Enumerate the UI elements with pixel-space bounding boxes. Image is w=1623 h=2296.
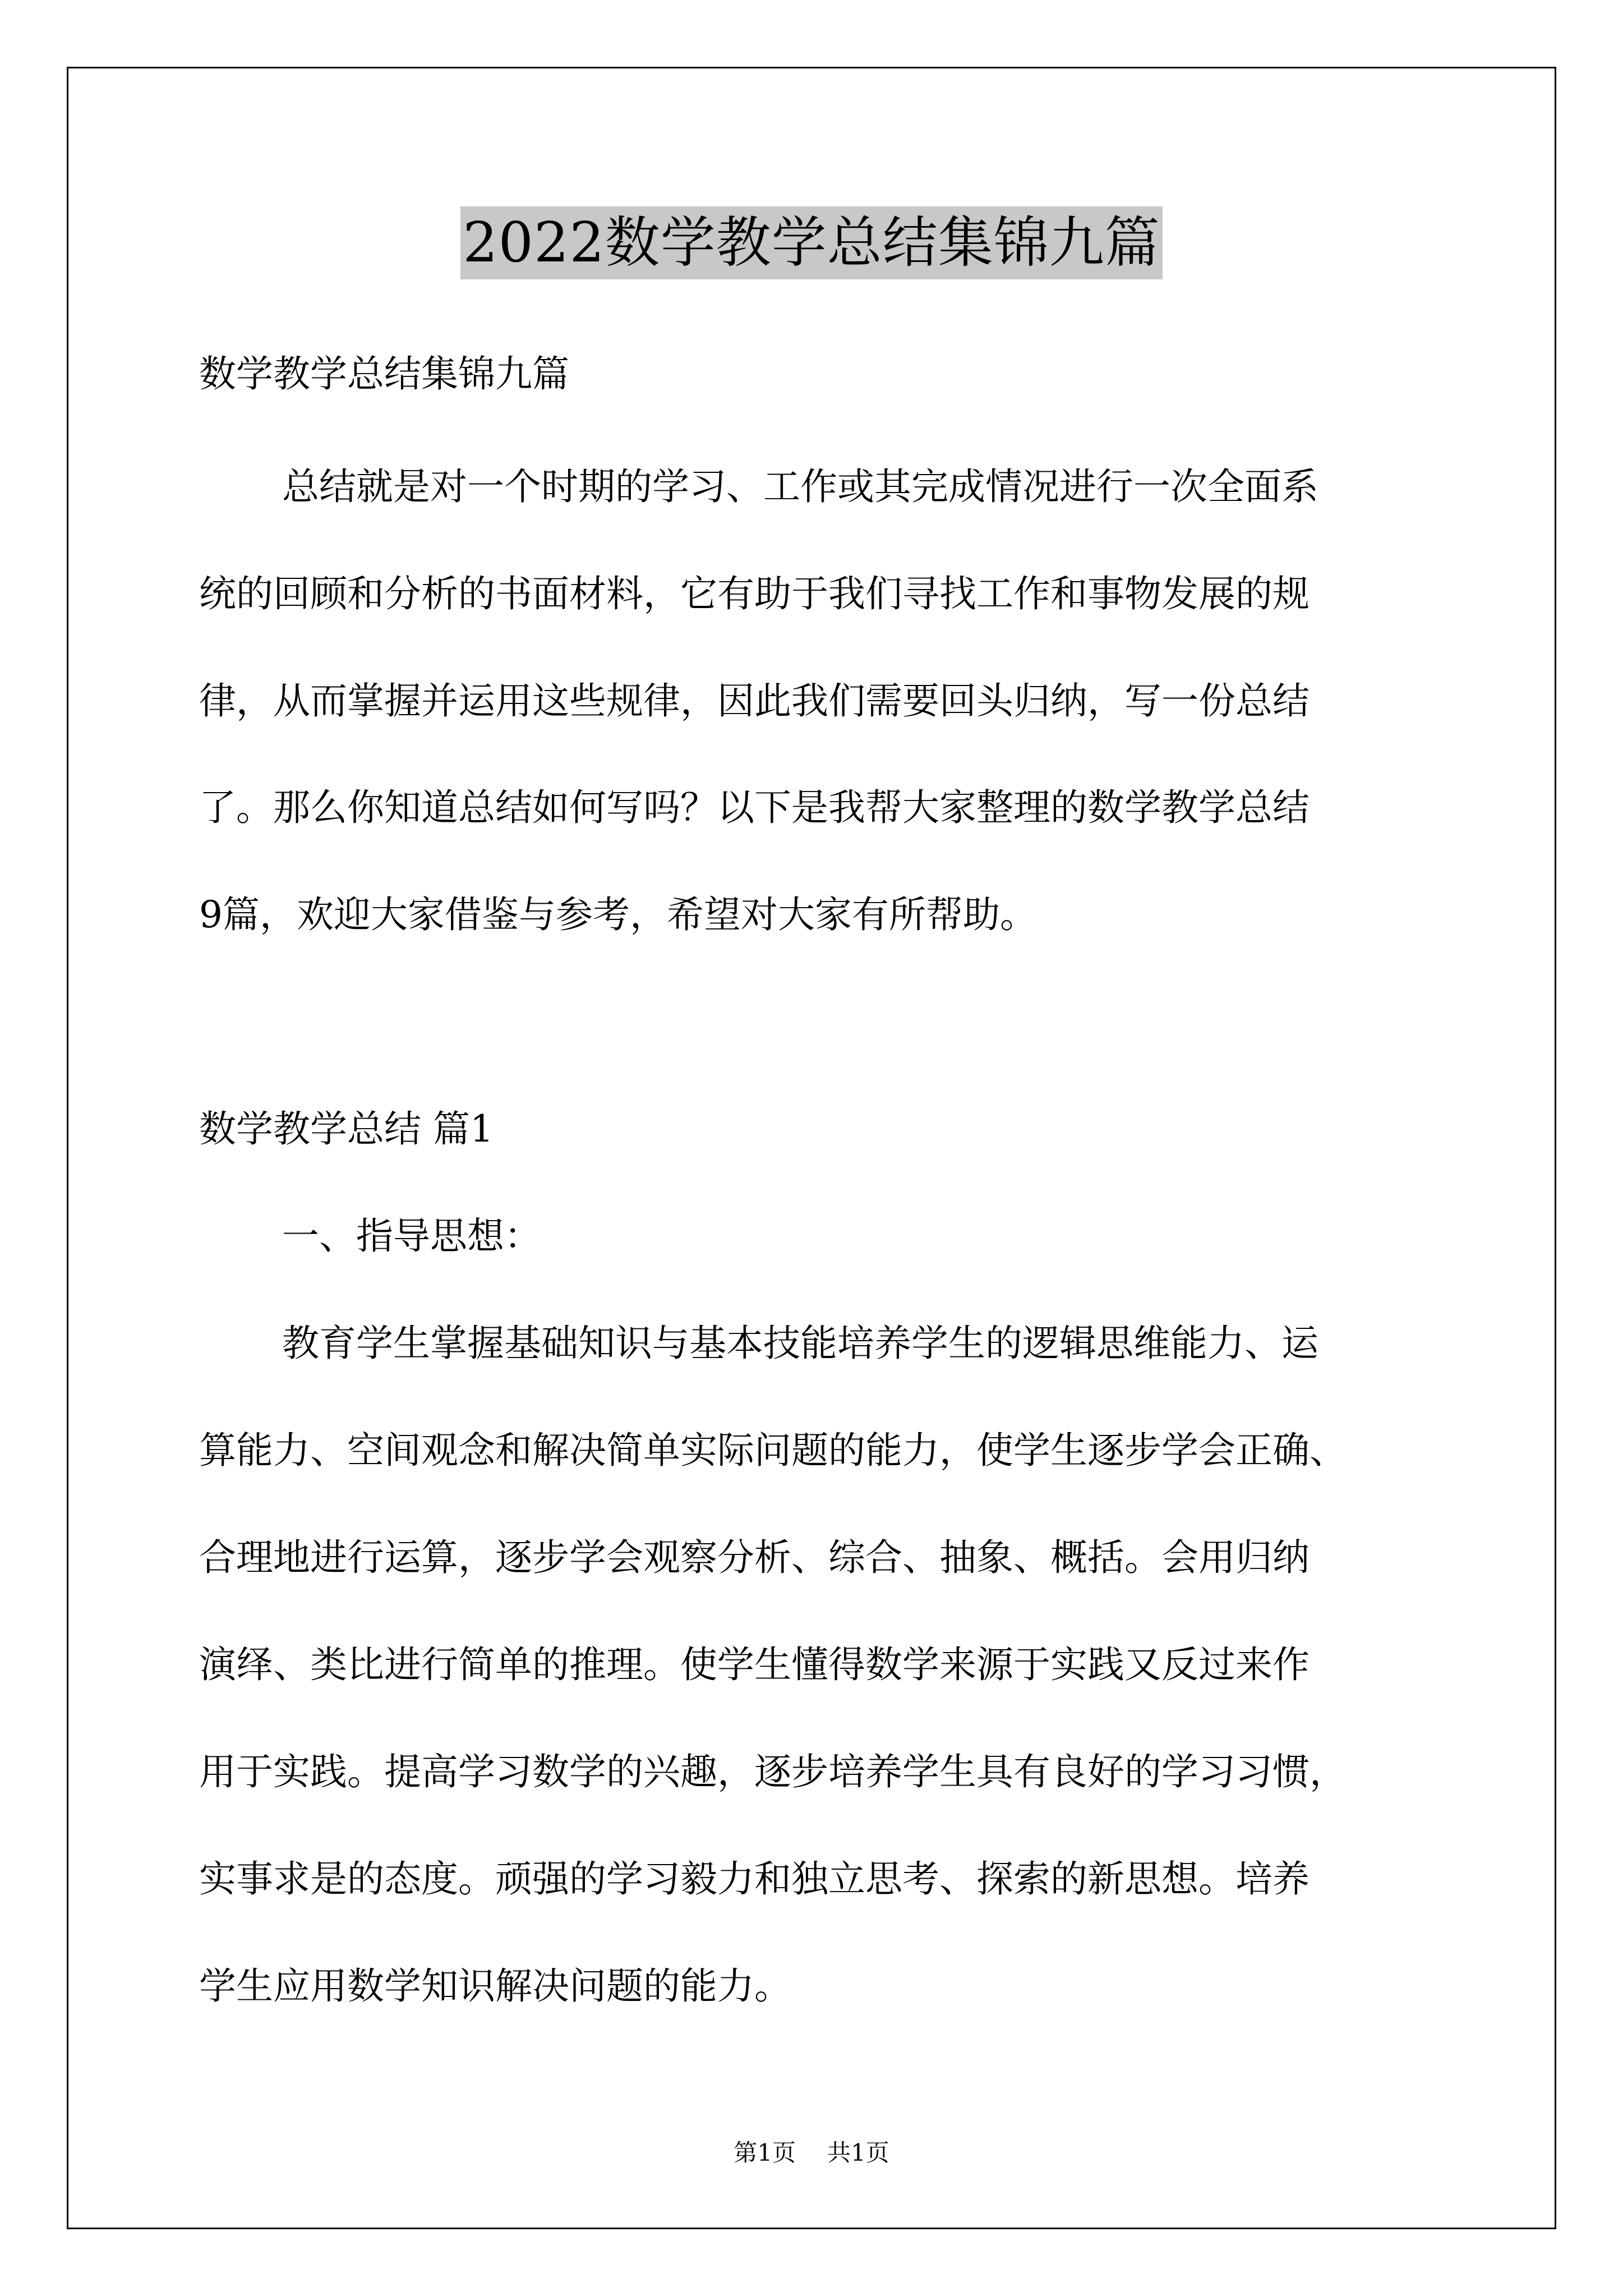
body-line: 合理地进行运算，逐步学会观察分析、综合、抽象、概括。会用归纳 bbox=[199, 1536, 1310, 1579]
body-line: 教育学生掌握基础知识与基本技能培养学生的逻辑思维能力、运 bbox=[282, 1322, 1318, 1365]
body-line: 学生应用数学知识解决问题的能力。 bbox=[199, 1964, 791, 2008]
body-line: 演绎、类比进行简单的推理。使学生懂得数学来源于实践又反过来作 bbox=[199, 1643, 1310, 1686]
intro-line: 律，从而掌握并运用这些规律，因此我们需要回头归纳，写一份总结 bbox=[199, 679, 1310, 723]
page-count: 共1页 bbox=[827, 2139, 889, 2166]
page-number: 第1页 bbox=[734, 2139, 796, 2166]
subheading: 一、指导思想： bbox=[282, 1214, 541, 1258]
page-footer bbox=[0, 2139, 1623, 2167]
body-line: 实事求是的态度。顽强的学习毅力和独立思考、探索的新思想。培养 bbox=[199, 1857, 1310, 1901]
body-line: 算能力、空间观念和解决简单实际问题的能力，使学生逐步学会正确、 bbox=[199, 1429, 1347, 1472]
intro-line: 9篇，欢迎大家借鉴与参考，希望对大家有所帮助。 bbox=[199, 893, 1037, 936]
document-title: 2022数学教学总结集锦九篇 bbox=[460, 206, 1162, 279]
body-line: 用于实践。提高学习数学的兴趣，逐步培养学生具有良好的学习习惯， bbox=[199, 1750, 1347, 1793]
intro-line: 总结就是对一个时期的学习、工作或其完成情况进行一次全面系 bbox=[282, 465, 1318, 508]
intro-line: 了。那么你知道总结如何写吗？以下是我帮大家整理的数学教学总结 bbox=[199, 786, 1310, 829]
document-subtitle: 数学教学总结集锦九篇 bbox=[199, 352, 569, 395]
section-heading: 数学教学总结 篇1 bbox=[199, 1107, 494, 1151]
title-area bbox=[0, 206, 1623, 285]
intro-line: 统的回顾和分析的书面材料，它有助于我们寻找工作和事物发展的规 bbox=[199, 572, 1310, 615]
